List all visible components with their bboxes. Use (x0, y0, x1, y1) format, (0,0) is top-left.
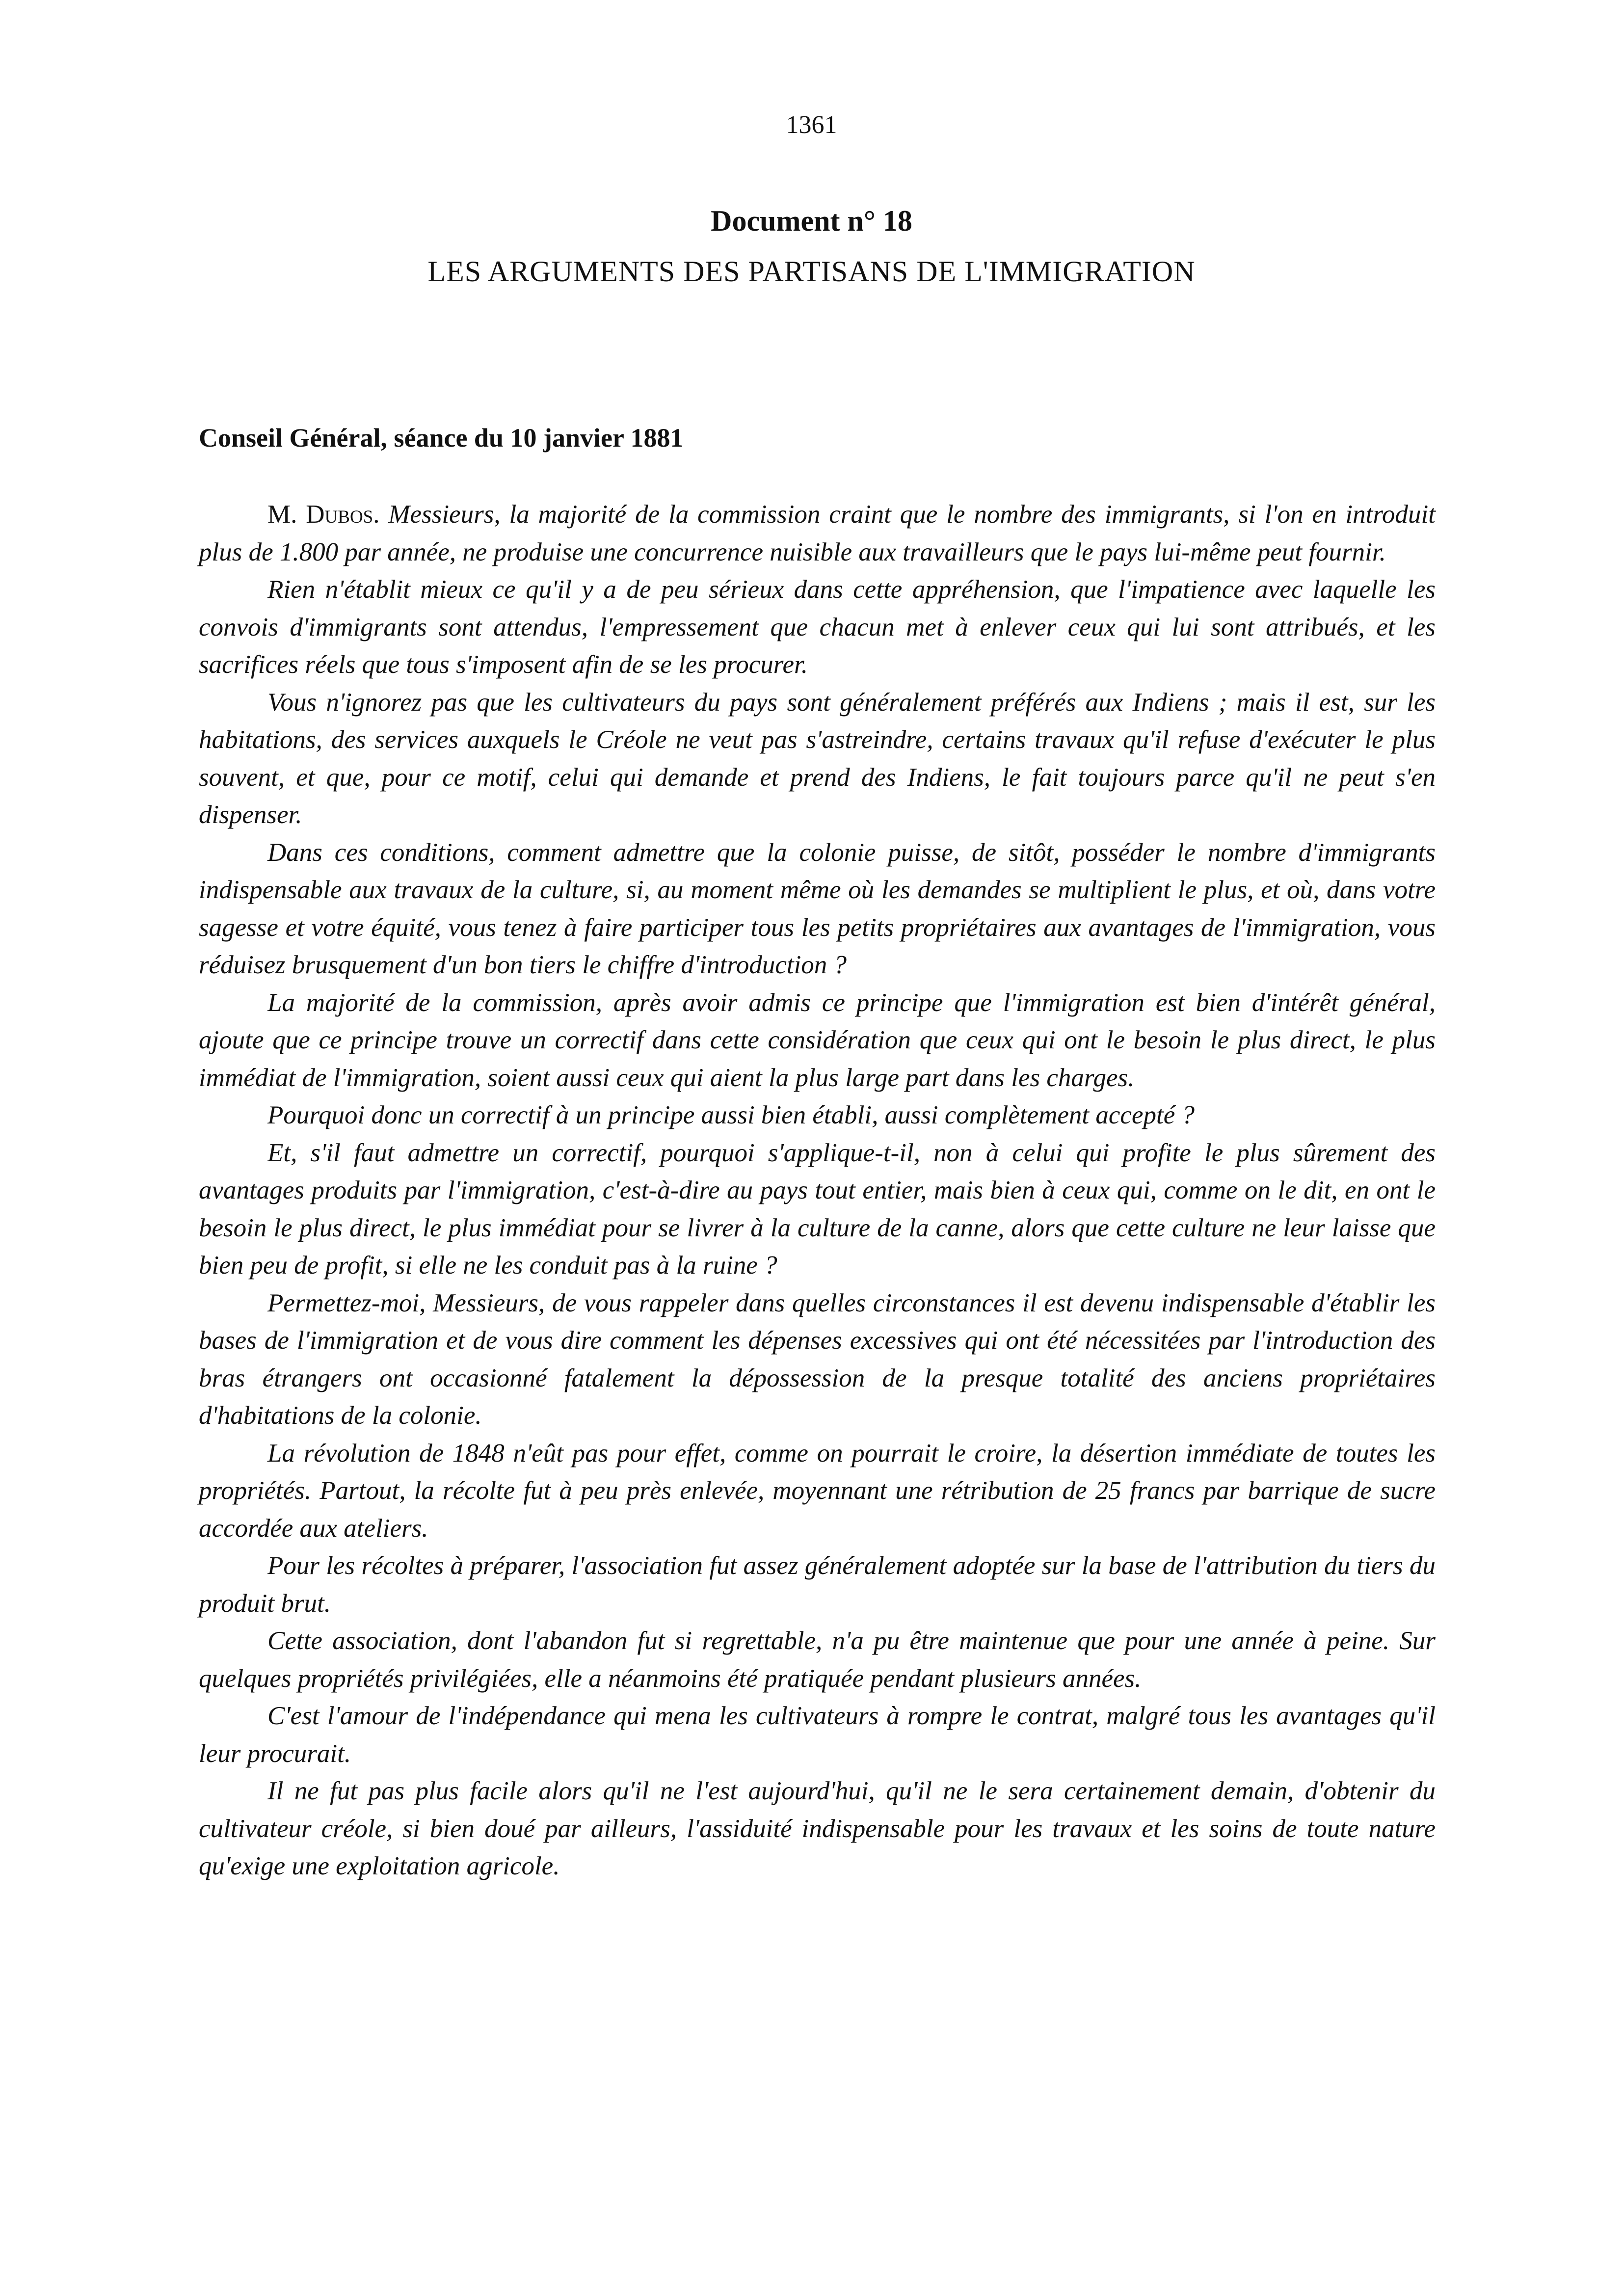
paragraph-11: Cette association, dont l'abandon fut si regrettable, n'a pu être maintenue que pour une année à peine. Sur quelques propriétés privilégiées, elle a néanmoins été pratiquée pendant plusieurs années. (199, 1627, 1436, 1693)
document-title: LES ARGUMENTS DES PARTISANS DE L'IMMIGRATION (427, 255, 1196, 288)
paragraph-6: Pourquoi donc un correctif à un principe aussi bien établi, aussi complètement accepté ? (267, 1101, 1195, 1129)
paragraph-5: La majorité de la commission, après avoir admis ce principe que l'immigration est bien d'intérêt général, ajoute que ce principe trouve un correctif dans cette considération que ceux qui ont le besoin le plus direct, le plus immédiat de l'immigration, soient aussi ceux qui aient la plus large part dans les charges. (199, 988, 1436, 1092)
paragraph-1 (199, 496, 1436, 571)
body-text (199, 496, 1436, 1885)
paragraph-9: La révolution de 1848 n'eût pas pour effet, comme on pourrait le croire, la désertion immédiate de toutes les propriétés. Partout, la récolte fut à peu près enlevée, moyennant une rétribution de 25 francs par barrique de sucre accordée aux ateliers. (199, 1439, 1436, 1543)
page-number: 1361 (786, 111, 837, 139)
paragraph-10: Pour les récoltes à préparer, l'association fut assez généralement adoptée sur la base de l'attribution du tiers du produit brut. (199, 1551, 1436, 1618)
paragraph-13: Il ne fut pas plus facile alors qu'il ne l'est aujourd'hui, qu'il ne le sera certainement demain, d'obtenir du cultivateur créole, si bien doué par ailleurs, l'assiduité indispensable pour les travaux et les soins de toute nature qu'exige une exploitation agricole. (199, 1777, 1436, 1880)
session-heading: Conseil Général, séance du 10 janvier 1881 (199, 423, 684, 453)
paragraph-7: Et, s'il faut admettre un correctif, pourquoi s'applique-t-il, non à celui qui profite le plus sûrement des avantages produits par l'immigration, c'est-à-dire au pays tout entier, mais bien à ceux qui, comme on le dit, en ont le besoin le plus direct, le plus immédiat pour se livrer à la culture de la canne, alors que cette culture ne leur laisse que bien peu de profit, si elle ne les conduit pas à la ruine ? (199, 1138, 1436, 1280)
document-number: Document n° 18 (711, 205, 912, 237)
speaker-prefix: M. (267, 500, 306, 529)
paragraph-8: Permettez-moi, Messieurs, de vous rappeler dans quelles circonstances il est devenu indispensable d'établir les bases de l'immigration et de vous dire comment les dépenses excessives qui ont été nécessitées par l'introduction des bras étrangers ont occasionné fatalement la dépossession de la presque totalité des anciens propriétaires d'habitations de la colonie. (199, 1288, 1436, 1430)
paragraph-3: Vous n'ignorez pas que les cultivateurs du pays sont généralement préférés aux Indiens ; mais il est, sur les habitations, des services auxquels le Créole ne veut pas s'astreindre, certains travaux qu'il refuse d'exécuter le plus souvent, et que, pour ce motif, celui qui demande et prend des Indiens, le fait toujours parce qu'il ne peut s'en dispenser. (199, 688, 1436, 829)
paragraph-12: C'est l'amour de l'indépendance qui mena les cultivateurs à rompre le contrat, malgré tous les avantages qu'il leur procurait. (199, 1702, 1436, 1768)
paragraph-4: Dans ces conditions, comment admettre que la colonie puisse, de sitôt, posséder le nombre d'immigrants indispensable aux travaux de la culture, si, au moment même où les demandes se multiplient le plus, et où, dans votre sagesse et votre équité, vous tenez à faire participer tous les petits propriétaires aux avantages de l'immigration, vous réduisez brusquement d'un bon tiers le chiffre d'introduction ? (199, 838, 1436, 979)
paragraph-text: Messieurs, la majorité de la commission craint que le nombre des immigrants, si l'on en introduit plus de 1.800 par année, ne produise une concurrence nuisible aux travailleurs que le pays lui-même peut fournir. (199, 500, 1436, 566)
speaker-name: Dubos. (306, 500, 380, 529)
paragraph-2: Rien n'établit mieux ce qu'il y a de peu sérieux dans cette appréhension, que l'impatience avec laquelle les convois d'immigrants sont attendus, l'empressement que chacun met à enlever ceux qui lui sont attribués, et les sacrifices réels que tous s'imposent afin de se les procurer. (199, 575, 1436, 679)
speaker-label (267, 500, 380, 529)
